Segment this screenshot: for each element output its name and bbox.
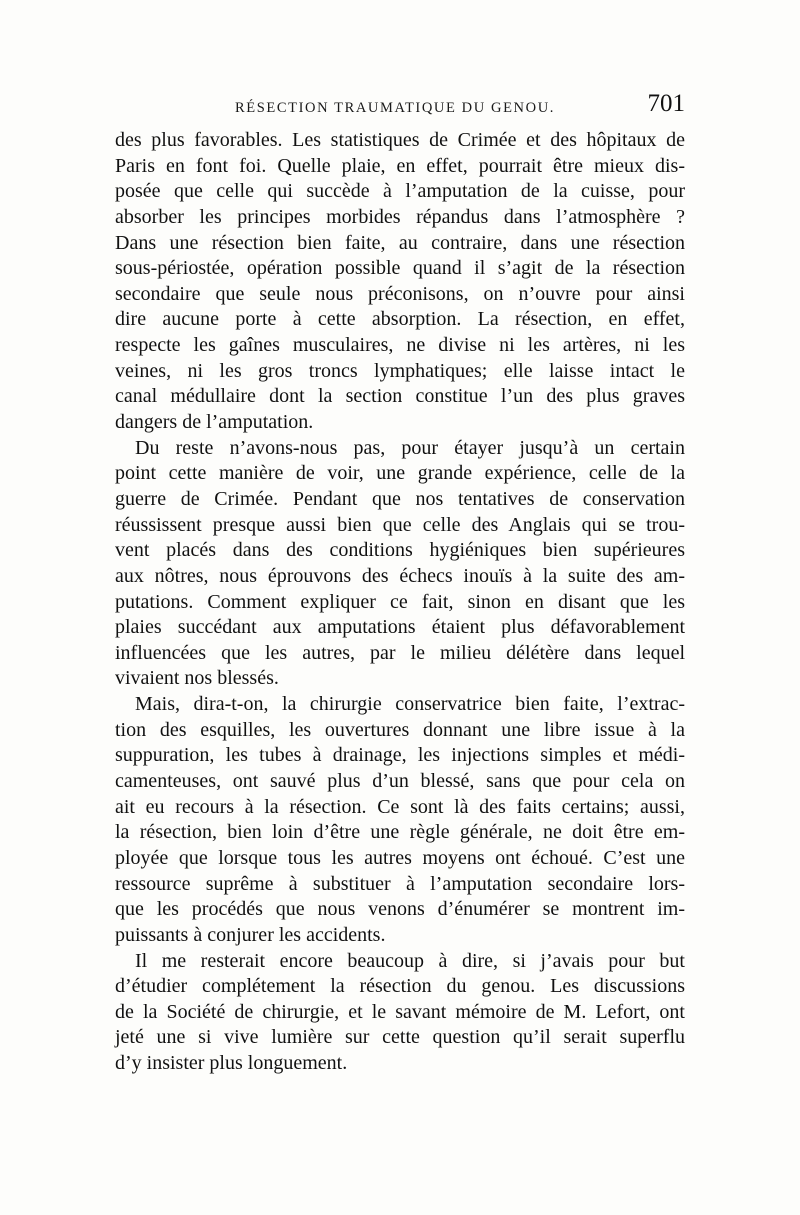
text-line: tion des esquilles, les ouvertures donnant une libre issue à la bbox=[115, 718, 685, 741]
text-line: ployée que lorsque tous les autres moyens ont échoué. C’est une bbox=[115, 846, 685, 869]
text-line: respecte les gaînes musculaires, ne divise ni les artères, ni les bbox=[115, 334, 685, 357]
text-line: puissants à conjurer les accidents. bbox=[115, 923, 386, 946]
text-line: influencées que les autres, par le milieu délétère dans lequel bbox=[115, 641, 685, 664]
text-line: que les procédés que nous venons d’énumérer se montrent im- bbox=[115, 898, 685, 921]
text-line: vivaient nos blessés. bbox=[115, 667, 279, 690]
paragraph-3 bbox=[115, 692, 685, 948]
text-line: secondaire que seule nous préconisons, on n’ouvre pour ainsi bbox=[115, 282, 685, 305]
running-title: RÉSECTION TRAUMATIQUE DU GENOU. bbox=[235, 100, 555, 116]
text-line: Il me resterait encore beaucoup à dire, si j’avais pour but bbox=[135, 949, 685, 972]
text-line: Paris en font foi. Quelle plaie, en effet, pourrait être mieux dis- bbox=[115, 154, 685, 177]
text-line: des plus favorables. Les statistiques de Crimée et des hôpitaux de bbox=[115, 129, 685, 151]
paragraph-4 bbox=[115, 949, 685, 1077]
text-line: Dans une résection bien faite, au contraire, dans une résection bbox=[115, 231, 685, 254]
text-line: canal médullaire dont la section constitue l’un des plus graves bbox=[115, 385, 685, 408]
text-line: aux nôtres, nous éprouvons des échecs inouïs à la suite des am- bbox=[115, 564, 685, 587]
text-line: dangers de l’amputation. bbox=[115, 411, 314, 434]
page-number: 701 bbox=[647, 90, 685, 117]
body-text bbox=[115, 128, 685, 1077]
text-line: réussissent presque aussi bien que celle des Anglais qui se trou- bbox=[115, 513, 685, 536]
text-line: posée que celle qui succède à l’amputation de la cuisse, pour bbox=[115, 180, 685, 203]
running-header bbox=[115, 90, 685, 122]
text-line: camenteuses, ont sauvé plus d’un blessé, sans que pour cela on bbox=[115, 770, 685, 793]
text-line: absorber les principes morbides répandus dans l’atmosphère ? bbox=[115, 205, 685, 228]
paragraph-1 bbox=[115, 128, 685, 436]
text-line: guerre de Crimée. Pendant que nos tentatives de conservation bbox=[115, 487, 685, 510]
text-line: d’y insister plus longuement. bbox=[115, 1052, 348, 1075]
text-line: Du reste n’avons-nous pas, pour étayer jusqu’à un certain bbox=[135, 436, 685, 459]
text-line: ressource suprême à substituer à l’amputation secondaire lors- bbox=[115, 872, 685, 895]
text-line: jeté une si vive lumière sur cette question qu’il serait superflu bbox=[115, 1026, 685, 1049]
text-line: la résection, bien loin d’être une règle générale, ne doit être em- bbox=[115, 821, 685, 844]
paragraph-2 bbox=[115, 436, 685, 692]
text-line: de la Société de chirurgie, et le savant mémoire de M. Lefort, ont bbox=[115, 1000, 685, 1023]
text-line: d’étudier complétement la résection du genou. Les discussions bbox=[115, 975, 685, 998]
text-line: vent placés dans des conditions hygiéniques bien supérieures bbox=[115, 539, 685, 562]
text-line: point cette manière de voir, une grande expérience, celle de la bbox=[115, 462, 685, 485]
text-line: dire aucune porte à cette absorption. La résection, en effet, bbox=[115, 308, 685, 331]
text-line: veines, ni les gros troncs lymphatiques; elle laisse intact le bbox=[115, 359, 685, 382]
text-line: plaies succédant aux amputations étaient plus défavorablement bbox=[115, 616, 685, 639]
text-line: Mais, dira-t-on, la chirurgie conservatrice bien faite, l’extrac- bbox=[135, 693, 685, 716]
text-line: putations. Comment expliquer ce fait, sinon en disant que les bbox=[115, 590, 685, 613]
text-line: ait eu recours à la résection. Ce sont là des faits certains; aussi, bbox=[115, 795, 685, 818]
text-line: suppuration, les tubes à drainage, les injections simples et médi- bbox=[115, 744, 685, 767]
text-line: sous-périostée, opération possible quand il s’agit de la résection bbox=[115, 257, 685, 280]
